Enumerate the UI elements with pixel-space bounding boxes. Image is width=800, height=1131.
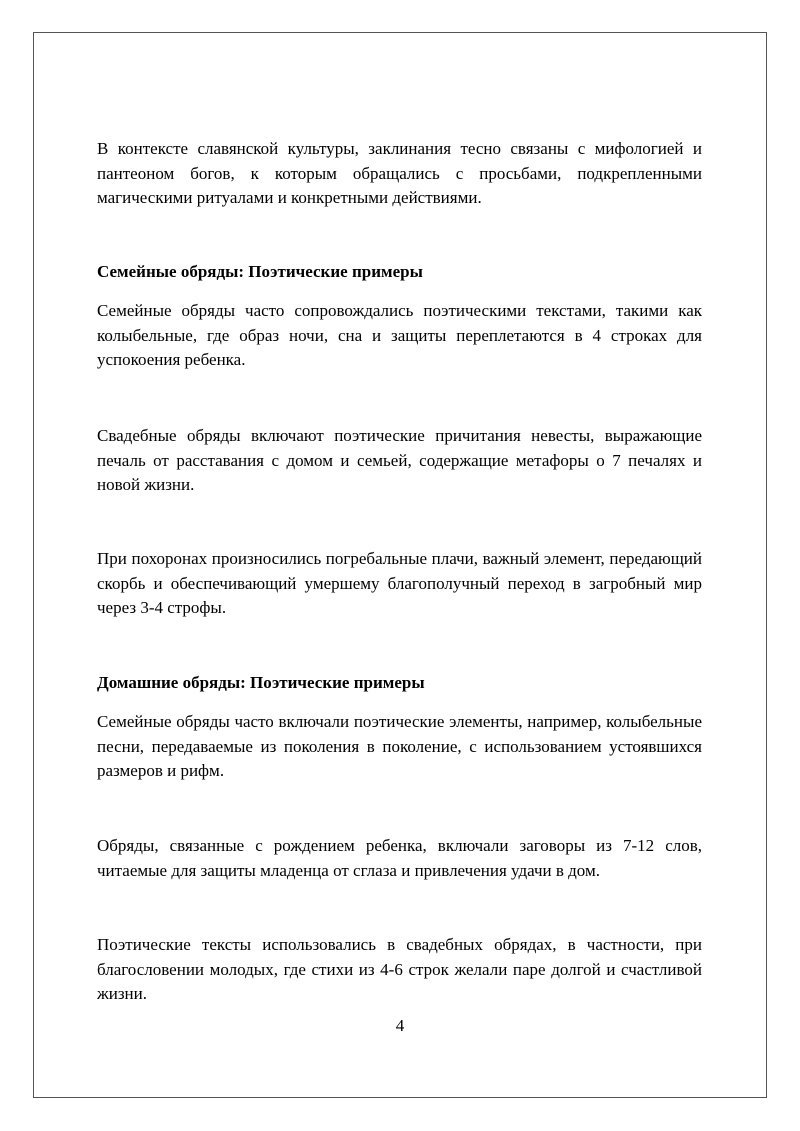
section-heading-home-rites: Домашние обряды: Поэтические примеры (97, 673, 425, 692)
intro-paragraph: В контексте славянской культуры, заклинания тесно связаны с мифологией и пантеоном богов, к которым обращались с просьбами, подкрепленными магическими ритуалами и конкретными действиями. (97, 139, 702, 207)
paragraph-lullabies: Семейные обряды часто сопровождались поэтическими текстами, такими как колыбельные, где образ ночи, сна и защиты переплетаются в 4 строках для успокоения ребенка. (97, 301, 702, 369)
paragraph-birth-charms: Обряды, связанные с рождением ребенка, включали заговоры из 7-12 слов, читаемые для защиты младенца от сглаза и привлечения удачи в дом. (97, 836, 702, 880)
paragraph-wedding-laments: Свадебные обряды включают поэтические причитания невесты, выражающие печаль от расставания с домом и семьей, содержащие метафоры о 7 печалях и новой жизни. (97, 426, 702, 494)
paragraph-funeral-laments: При похоронах произносились погребальные плачи, важный элемент, передающий скорбь и обеспечивающий умершему благополучный переход в загробный мир через 3-4 строфы. (97, 549, 702, 617)
paragraph-lullaby-songs: Семейные обряды часто включали поэтические элементы, например, колыбельные песни, передаваемые из поколения в поколение, с использованием устоявшихся размеров и рифм. (97, 712, 702, 780)
section-heading-family-rites: Семейные обряды: Поэтические примеры (97, 262, 423, 281)
paragraph-wedding-blessing: Поэтические тексты использовались в свадебных обрядах, в частности, при благословении молодых, где стихи из 4-6 строк желали паре долгой и счастливой жизни. (97, 935, 702, 1003)
page-number: 4 (395, 1016, 405, 1035)
